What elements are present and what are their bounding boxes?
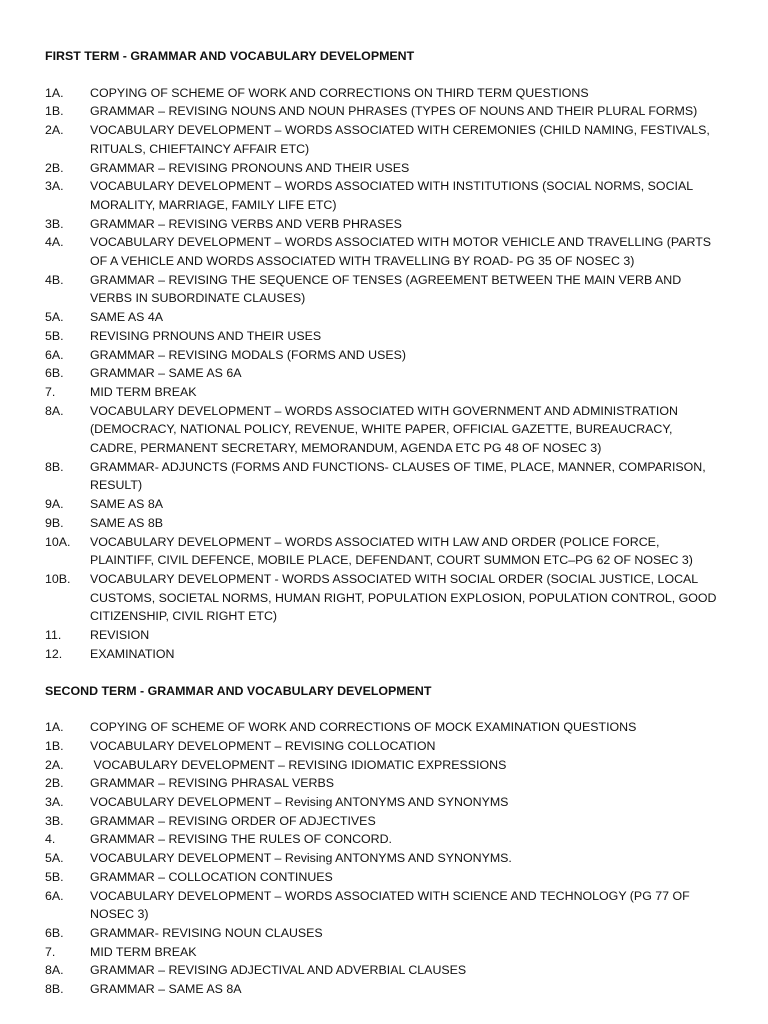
item-number: 8B. [45, 459, 64, 474]
list-item [0, 495, 768, 514]
item-number: 1A. [45, 720, 64, 735]
item-number: 3B. [45, 813, 64, 828]
item-number: 12. [45, 646, 63, 661]
item-text: REVISION [90, 628, 150, 643]
list-item [0, 645, 768, 664]
item-number: 3A. [45, 795, 64, 810]
item-text: VOCABULARY DEVELOPMENT – Revising ANTONYMS AND SYNONYMS. [90, 851, 512, 866]
item-number: 5B. [45, 328, 64, 343]
item-text: GRAMMAR – REVISING ADJECTIVAL AND ADVERBIAL CLAUSES [90, 963, 467, 978]
list-item [0, 887, 768, 924]
item-text: VOCABULARY DEVELOPMENT – WORDS ASSOCIATED WITH CEREMONIES (CHILD NAMING, FESTIVALS, RITUALS, CHIEFTAINCY AFFAIR ETC) [90, 123, 710, 156]
item-number: 8A. [45, 963, 64, 978]
list-item [0, 402, 768, 458]
item-text: SAME AS 8A [90, 497, 164, 512]
item-text: REVISING PRNOUNS AND THEIR USES [90, 328, 322, 343]
first-term-list [0, 84, 768, 664]
item-number: 3B. [45, 216, 64, 231]
list-item [0, 215, 768, 234]
list-item [0, 233, 768, 270]
list-item [0, 159, 768, 178]
item-text: GRAMMAR – REVISING THE SEQUENCE OF TENSES (AGREEMENT BETWEEN THE MAIN VERB AND VERBS IN SUBORDINATE CLAUSES) [90, 272, 682, 306]
item-number: 8A. [45, 403, 64, 418]
item-text: GRAMMAR – REVISING NOUNS AND NOUN PHRASES (TYPES OF NOUNS AND THEIR PLURAL FORMS) [90, 104, 698, 119]
item-text: VOCABULARY DEVELOPMENT – WORDS ASSOCIATED WITH LAW AND ORDER (POLICE FORCE, PLAINTIFF, CIVIL DEFENCE, MOBILE PLACE, DEFENDANT, COURT SUMMON ETC–PG 62 OF NOSEC 3) [90, 534, 693, 568]
list-item [0, 533, 768, 570]
item-text: GRAMMAR – REVISING VERBS AND VERB PHRASES [90, 216, 402, 231]
list-item [0, 177, 768, 214]
first-term-heading: FIRST TERM - GRAMMAR AND VOCABULARY DEVELOPMENT [45, 49, 415, 63]
list-item [0, 271, 768, 308]
item-text: GRAMMAR – REVISING THE RULES OF CONCORD. [90, 832, 393, 847]
item-number: 2B. [45, 160, 64, 175]
item-number: 1A. [45, 85, 64, 100]
list-item [0, 102, 768, 121]
item-number: 7. [45, 384, 56, 399]
list-item [0, 626, 768, 645]
item-number: 10B. [45, 571, 71, 586]
item-text: GRAMMAR – REVISING PHRASAL VERBS [90, 776, 334, 791]
item-number: 5A. [45, 851, 64, 866]
list-item [0, 121, 768, 158]
item-number: 4B. [45, 272, 64, 287]
item-text: GRAMMAR- REVISING NOUN CLAUSES [90, 925, 323, 940]
list-item [0, 961, 768, 980]
list-item [0, 327, 768, 346]
item-number: 5B. [45, 869, 64, 884]
item-text: SAME AS 8B [90, 515, 164, 530]
list-item [0, 737, 768, 756]
item-number: 9B. [45, 515, 64, 530]
list-item [0, 364, 768, 383]
list-item [0, 793, 768, 812]
item-number: 7. [45, 944, 56, 959]
list-item [0, 84, 768, 103]
item-number: 1B. [45, 738, 64, 753]
item-text: GRAMMAR – SAME AS 8A [90, 982, 242, 997]
item-text: VOCABULARY DEVELOPMENT – WORDS ASSOCIATED WITH GOVERNMENT AND ADMINISTRATION (DEMOCRACY, NATIONAL POLICY, REVENUE, WHITE PAPER, OFFICIAL GAZETTE, BUREAUCRACY, CADRE, PERMANENT SECRETARY, MEMORANDUM, AGENDA ETC PG 48 OF NOSEC 3) [90, 403, 678, 456]
item-number: 6A. [45, 347, 64, 362]
list-item [0, 756, 768, 775]
list-item [0, 514, 768, 533]
list-item [0, 980, 768, 999]
list-item [0, 812, 768, 831]
item-text: COPYING OF SCHEME OF WORK AND CORRECTIONS OF MOCK EXAMINATION QUESTIONS [90, 720, 637, 735]
list-item [0, 308, 768, 327]
item-text: VOCABULARY DEVELOPMENT – REVISING COLLOCATION [90, 738, 436, 753]
list-item [0, 718, 768, 737]
list-item [0, 868, 768, 887]
item-text: VOCABULARY DEVELOPMENT – WORDS ASSOCIATED WITH SCIENCE AND TECHNOLOGY (PG 77 OF NOSEC 3) [90, 888, 690, 922]
list-item [0, 830, 768, 849]
item-text: SAME AS 4A [90, 310, 164, 325]
item-text: MID TERM BREAK [90, 944, 197, 959]
item-number: 2B. [45, 776, 64, 791]
item-number: 4. [45, 832, 56, 847]
list-item [0, 346, 768, 365]
list-item [0, 774, 768, 793]
second-term-list [0, 718, 768, 999]
item-number: 6B. [45, 366, 64, 381]
item-text: VOCABULARY DEVELOPMENT – WORDS ASSOCIATED WITH INSTITUTIONS (SOCIAL NORMS, SOCIAL MORALITY, MARRIAGE, FAMILY LIFE ETC) [90, 179, 693, 212]
item-text: VOCABULARY DEVELOPMENT - WORDS ASSOCIATED WITH SOCIAL ORDER (SOCIAL JUSTICE, LOCAL CUSTOMS, SOCIETAL NORMS, HUMAN RIGHT, POPULATION EXPLOSION, POPULATION CONTROL, GOOD CITIZENSHIP, CIVIL RIGHT ETC) [90, 571, 717, 624]
item-number: 1B. [45, 104, 64, 119]
item-text: GRAMMAR – REVISING MODALS (FORMS AND USES) [90, 347, 407, 362]
list-item [0, 849, 768, 868]
item-text: GRAMMAR- ADJUNCTS (FORMS AND FUNCTIONS- CLAUSES OF TIME, PLACE, MANNER, COMPARISON, RESULT) [90, 459, 706, 493]
item-number: 9A. [45, 497, 64, 512]
item-number: 6A. [45, 888, 64, 903]
item-text: COPYING OF SCHEME OF WORK AND CORRECTIONS ON THIRD TERM QUESTIONS [90, 85, 589, 100]
item-text: GRAMMAR – SAME AS 6A [90, 366, 242, 381]
list-item [0, 383, 768, 402]
item-number: 8B. [45, 982, 64, 997]
list-item [0, 458, 768, 495]
list-item [0, 570, 768, 626]
item-number: 2A. [45, 123, 64, 138]
list-item [0, 943, 768, 962]
item-text: GRAMMAR – COLLOCATION CONTINUES [90, 869, 333, 884]
item-text: GRAMMAR – REVISING ORDER OF ADJECTIVES [90, 813, 376, 828]
item-number: 6B. [45, 925, 64, 940]
item-text: GRAMMAR – REVISING PRONOUNS AND THEIR USES [90, 160, 410, 175]
list-item [0, 924, 768, 943]
item-text: EXAMINATION [90, 646, 175, 661]
item-number: 2A. [45, 757, 64, 772]
item-text: VOCABULARY DEVELOPMENT – Revising ANTONYMS AND SYNONYMS [90, 795, 509, 810]
item-number: 11. [45, 628, 62, 643]
item-number: 10A. [45, 534, 71, 549]
item-number: 3A. [45, 179, 64, 194]
item-text: VOCABULARY DEVELOPMENT – WORDS ASSOCIATED WITH MOTOR VEHICLE AND TRAVELLING (PARTS OF A VEHICLE AND WORDS ASSOCIATED WITH TRAVELLING BY ROAD- PG 35 OF NOSEC 3) [90, 235, 712, 269]
item-number: 4A. [45, 235, 64, 250]
item-text: MID TERM BREAK [90, 384, 197, 399]
item-number: 5A. [45, 310, 64, 325]
item-text: VOCABULARY DEVELOPMENT – REVISING IDIOMATIC EXPRESSIONS [90, 757, 507, 772]
second-term-heading: SECOND TERM - GRAMMAR AND VOCABULARY DEVELOPMENT [45, 683, 432, 698]
